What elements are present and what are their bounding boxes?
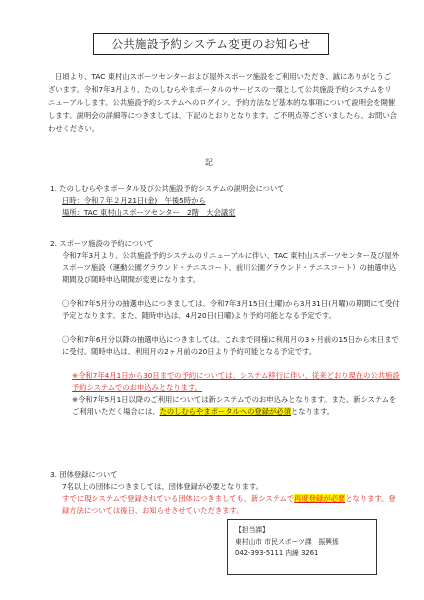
briefing-date: 日時：令和７年２月21日(金) 午後5時から: [62, 196, 206, 205]
contact-org: 東村山市 市民スポーツ課 振興係: [235, 537, 339, 546]
note-april-red: ※令和7年4月1日から30日までの予約については、システム移行に伴い、従来どおり現在の公共施設予約システムでのお申込みとなります。: [72, 371, 400, 392]
group-reregister-red: すでに現システムで登録されている団体につきましても、新システムで再度登録が必要となります。登録方法については後日、お知らせさせていただきます。: [62, 494, 396, 515]
section-group: [50, 469, 402, 517]
contact-tel: 042-393-5111 内線 3261: [235, 549, 319, 557]
section-reservation: [50, 238, 402, 418]
intro-paragraph: 日頃より、TAC 東村山スポーツセンターおよび屋外スポーツ施設をご利用いただき、誠にありがとうございます。令和7年3月より、たのしむらやまポータルのサービスの一環として公共施設予約システムをリニューアルします。公共施設予約システムへのログイン、予約方法など基本的な事項について説明会を開催します。説明会の詳細等につきましては、下記のとおりとなります。ご不明点等ございましたら、お問い合わせください。: [48, 72, 397, 133]
contact-box: [227, 519, 377, 575]
contact-label: 【担当課】: [235, 526, 269, 534]
highlight-reregister: 再度登録が必要: [294, 494, 346, 503]
briefing-place: 場所：TAC 東村山スポーツセンター 2階 大会議室: [62, 208, 236, 217]
highlight-portal-required: たのしむらやまポータルへの登録が必須: [159, 407, 291, 416]
section-3-heading: 3. 団体登録について: [50, 470, 118, 479]
section-2-heading: 2. スポーツ施設の予約について: [50, 239, 154, 248]
page-title: 公共施設予約システム変更のお知らせ: [93, 33, 329, 55]
group-requirement: 7名以上の団体につきましては、団体登録が必要となります。: [62, 482, 263, 491]
reservation-intro: 令和7年3月より、公共施設予約システムのリニューアルに伴い、TAC 東村山スポーツセンター及び屋外スポーツ施設（運動公園グラウンド・テニスコート、前川公園グラウンド・テニスコート）の抽選申込期間及び随時申込期間が変更になります。: [62, 251, 400, 284]
note-may-onwards: ※令和7年5月1日以降のご利用については新システムでのお申込みとなります。また、新システムをご利用いただく場合には、たのしむらやまポータルへの登録が必須となります。: [72, 395, 397, 416]
section-briefing: [50, 183, 402, 219]
ki-marker: 記: [205, 158, 213, 167]
bullet-may-lottery: 〇令和7年5月分の抽選申込につきましては、令和7年3月15日(土曜)から3月31日(月曜)の期間にて受付予定となります。また、随時申込は、4月20日(日曜)より予約可能となる予定です。: [62, 299, 400, 320]
section-1-heading: 1. たのしむらやまポータル及び公共施設予約システムの説明会について: [50, 184, 285, 193]
bullet-june-lottery: 〇令和7年6月分以降の抽選申込につきましては、これまで同様に利用月の3ヶ月前の15日から末日までに受付。随時申込は、利用月の2ヶ月前の20日より予約可能となる予定です。: [62, 335, 399, 356]
